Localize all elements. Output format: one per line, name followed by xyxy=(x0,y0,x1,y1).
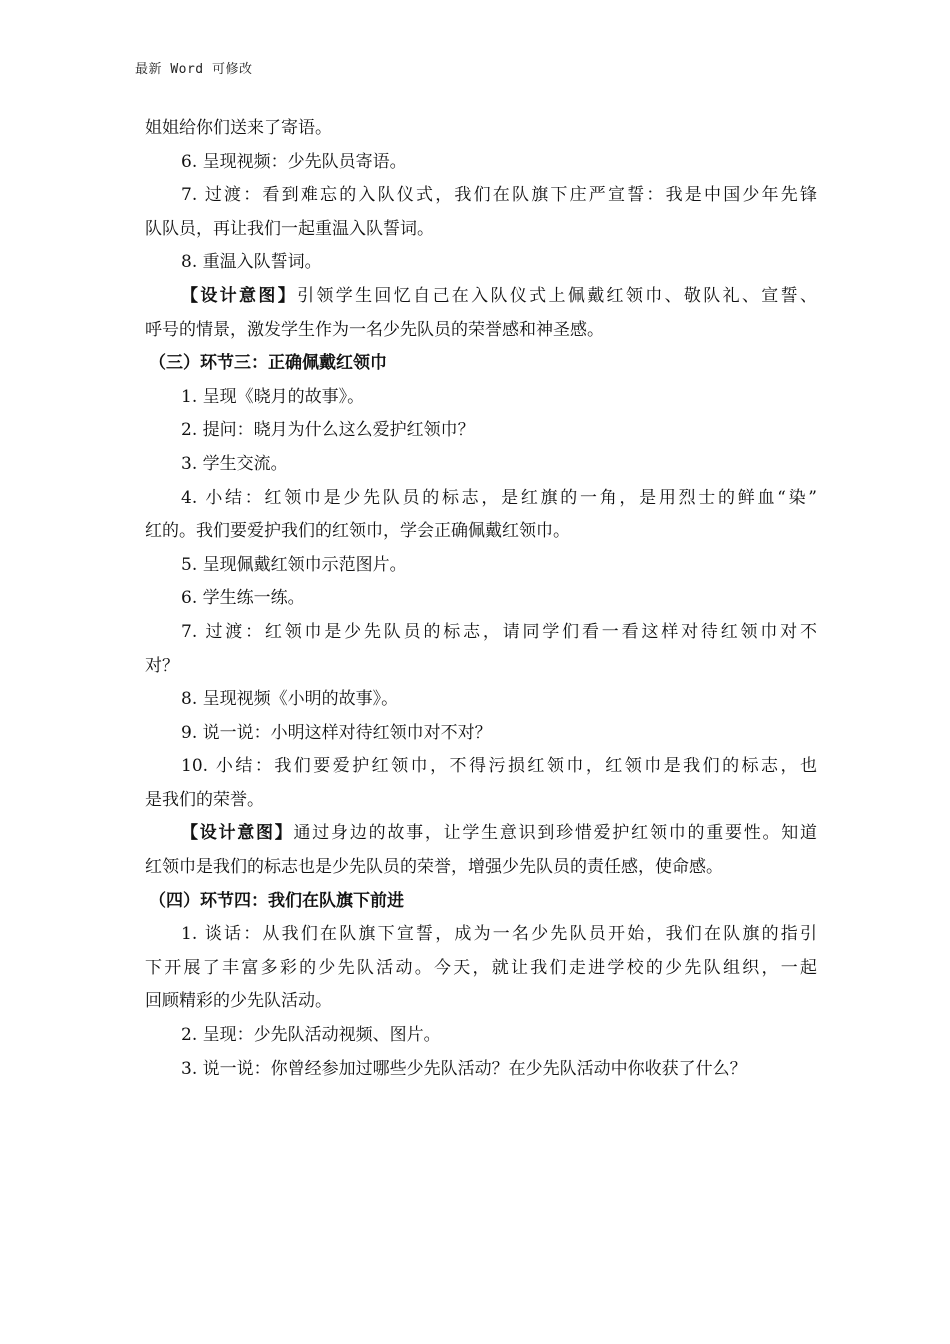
design-intent-paragraph xyxy=(145,817,817,851)
design-intent-label: 【设计意图】 xyxy=(181,823,294,844)
design-intent-continuation: 红领巾是我们的标志也是少先队员的荣誉，增强少先队员的责任感，使命感。 xyxy=(145,857,723,878)
section-heading: （四）环节四：我们在队旗下前进 xyxy=(149,890,404,911)
list-item-continuation: 是我们的荣誉。 xyxy=(145,789,264,810)
design-intent-label: 【设计意图】 xyxy=(181,285,298,306)
list-item-continuation: 下开展了丰富多彩的少先队活动。今天，就让我们走进学校的少先队组织，一起 xyxy=(145,957,817,978)
list-item: 1. 呈现《晓月的故事》。 xyxy=(181,386,365,407)
list-item: 6. 学生练一练。 xyxy=(181,588,305,609)
list-item: 8. 呈现视频《小明的故事》。 xyxy=(181,689,399,710)
list-item: 9. 说一说：小明这样对待红领巾对不对？ xyxy=(181,722,492,743)
design-intent-text: 引领学生回忆自己在入队仪式上佩戴红领巾、敬队礼、宣誓、 xyxy=(297,285,817,306)
list-item: 8. 重温入队誓词。 xyxy=(181,252,322,273)
page-header: 最新 Word 可修改 xyxy=(135,62,253,77)
list-item-continuation: 队队员，再让我们一起重温入队誓词。 xyxy=(145,218,434,239)
list-item: 2. 呈现：少先队活动视频、图片。 xyxy=(181,1025,441,1046)
design-intent-continuation: 呼号的情景，激发学生作为一名少先队员的荣誉感和神圣感。 xyxy=(145,319,604,340)
list-item: 6. 呈现视频：少先队员寄语。 xyxy=(181,151,407,172)
document-body xyxy=(145,112,817,1086)
list-item-continuation: 对？ xyxy=(145,655,179,676)
list-item: 3. 说一说：你曾经参加过哪些少先队活动？在少先队活动中你收获了什么？ xyxy=(181,1058,747,1079)
list-item: 2. 提问：晓月为什么这么爱护红领巾？ xyxy=(181,420,475,441)
paragraph-line: 姐姐给你们送来了寄语。 xyxy=(145,118,332,138)
list-item: 7. 过渡：看到难忘的入队仪式，我们在队旗下庄严宣誓：我是中国少年先锋 xyxy=(181,185,817,206)
design-intent-text: 通过身边的故事，让学生意识到珍惜爱护红领巾的重要性。知道 xyxy=(293,823,818,844)
list-item: 5. 呈现佩戴红领巾示范图片。 xyxy=(181,554,407,575)
list-item: 3. 学生交流。 xyxy=(181,453,288,474)
list-item-continuation: 回顾精彩的少先队活动。 xyxy=(145,991,332,1012)
list-item: 10. 小结：我们要爱护红领巾，不得污损红领巾，红领巾是我们的标志，也 xyxy=(181,756,817,777)
list-item: 1. 谈话：从我们在队旗下宣誓，成为一名少先队员开始，我们在队旗的指引 xyxy=(181,924,817,945)
design-intent-paragraph xyxy=(145,280,817,314)
list-item: 7. 过渡：红领巾是少先队员的标志，请同学们看一看这样对待红领巾对不 xyxy=(181,621,817,642)
section-heading: （三）环节三：正确佩戴红领巾 xyxy=(149,353,387,374)
list-item: 4. 小结：红领巾是少先队员的标志，是红旗的一角，是用烈士的鲜血“染” xyxy=(181,487,817,508)
list-item-continuation: 红的。我们要爱护我们的红领巾，学会正确佩戴红领巾。 xyxy=(145,521,570,542)
